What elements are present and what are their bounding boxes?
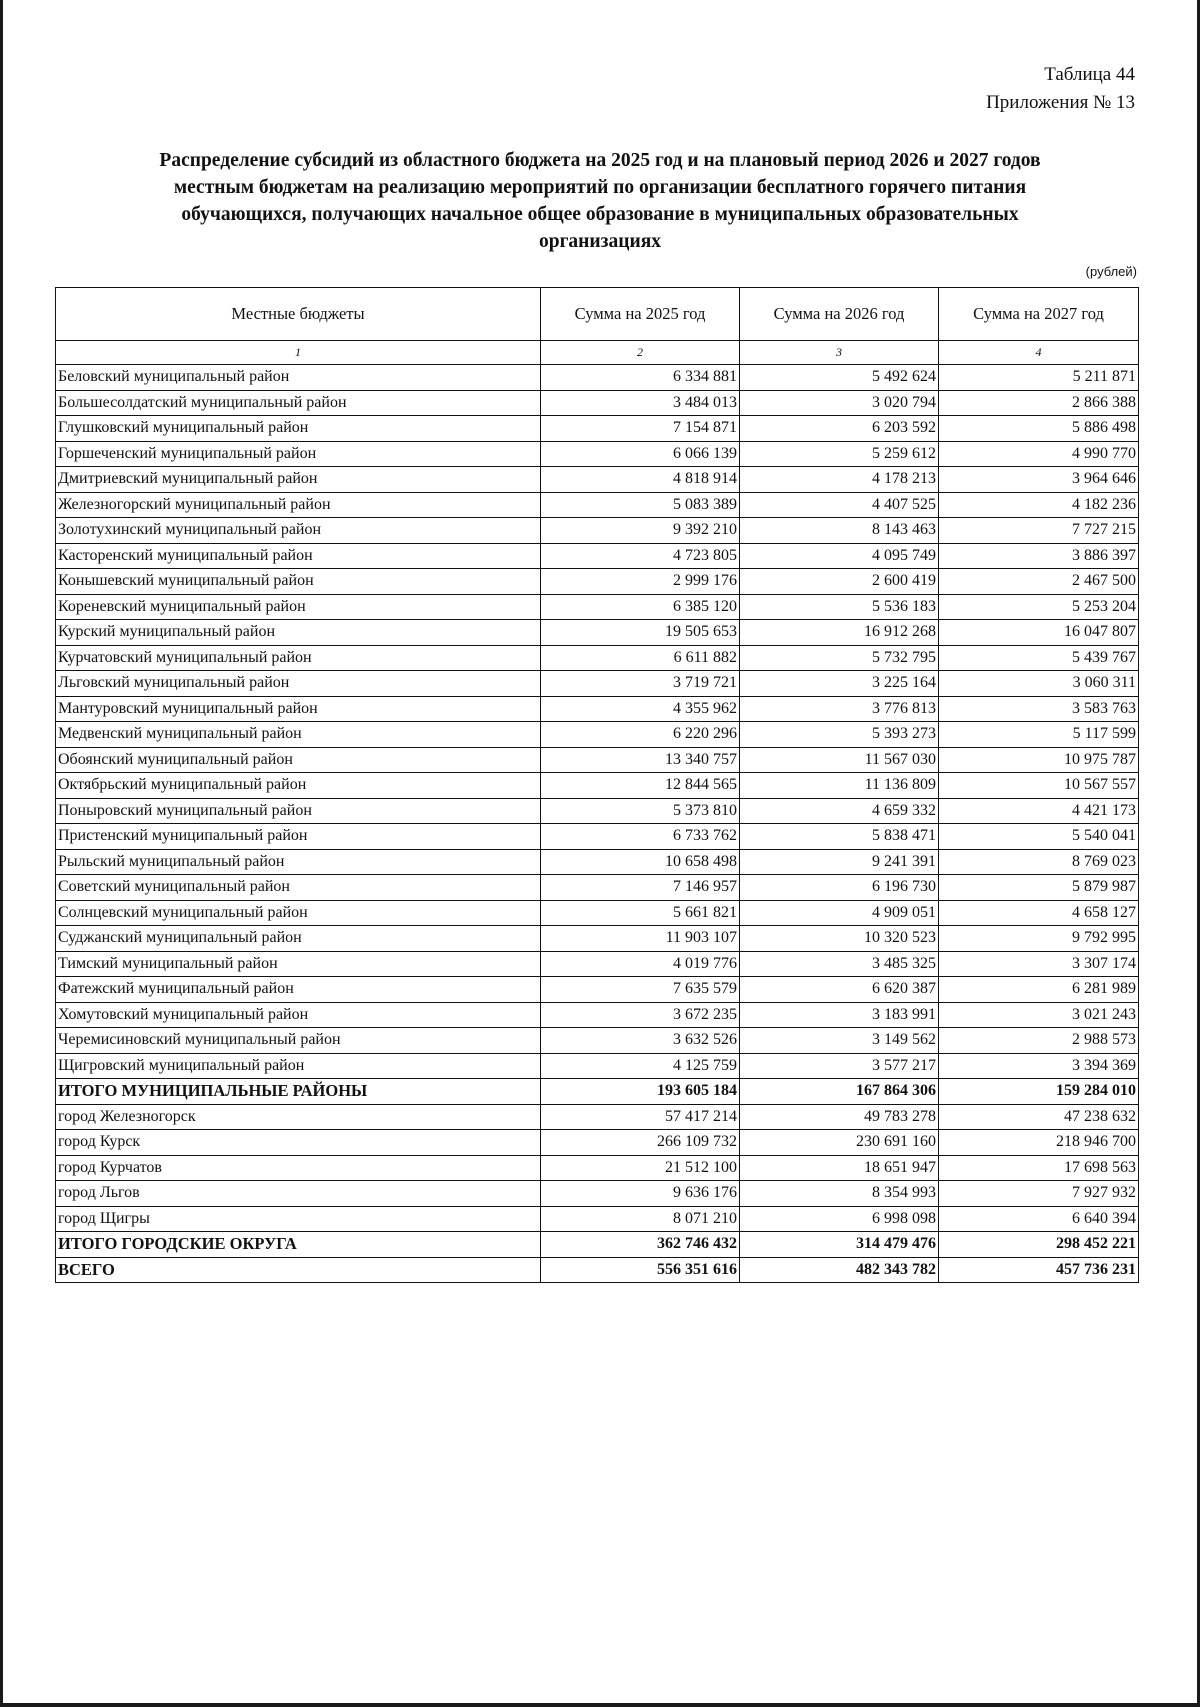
table-row xyxy=(56,747,1139,773)
amount-2027-cell: 298 452 221 xyxy=(939,1232,1139,1258)
amount-2025-cell: 2 999 176 xyxy=(541,569,740,595)
amount-2027-cell: 5 540 041 xyxy=(939,824,1139,850)
amount-2025-cell: 4 723 805 xyxy=(541,543,740,569)
amount-2027-cell: 457 736 231 xyxy=(939,1257,1139,1283)
amount-2026-cell: 3 776 813 xyxy=(740,696,939,722)
amount-2026-cell: 10 320 523 xyxy=(740,926,939,952)
budget-name-cell: Хомутовский муниципальный район xyxy=(56,1002,541,1028)
amount-2027-cell: 5 117 599 xyxy=(939,722,1139,748)
amount-2025-cell: 193 605 184 xyxy=(541,1079,740,1105)
table-row xyxy=(56,900,1139,926)
table-row xyxy=(56,1206,1139,1232)
amount-2027-cell: 6 281 989 xyxy=(939,977,1139,1003)
budget-name-cell: Октябрьский муниципальный район xyxy=(56,773,541,799)
table-row xyxy=(56,798,1139,824)
title-line: обучающихся, получающих начальное общее образование в муниципальных образовательных xyxy=(181,204,1019,225)
budget-name-cell: Тимский муниципальный район xyxy=(56,951,541,977)
column-header-budgets: Местные бюджеты xyxy=(56,288,541,341)
amount-2027-cell: 3 886 397 xyxy=(939,543,1139,569)
amount-2027-cell: 2 467 500 xyxy=(939,569,1139,595)
amount-2026-cell: 4 178 213 xyxy=(740,467,939,493)
column-header-2027: Сумма на 2027 год xyxy=(939,288,1139,341)
amount-2025-cell: 11 903 107 xyxy=(541,926,740,952)
table-body xyxy=(56,365,1139,1283)
amount-2025-cell: 10 658 498 xyxy=(541,849,740,875)
amount-2027-cell: 10 567 557 xyxy=(939,773,1139,799)
table-row xyxy=(56,926,1139,952)
amount-2025-cell: 4 355 962 xyxy=(541,696,740,722)
table-row xyxy=(56,416,1139,442)
amount-2026-cell: 4 909 051 xyxy=(740,900,939,926)
amount-2026-cell: 6 998 098 xyxy=(740,1206,939,1232)
budget-name-cell: Большесолдатский муниципальный район xyxy=(56,390,541,416)
table-row xyxy=(56,441,1139,467)
budget-name-cell: город Железногорск xyxy=(56,1104,541,1130)
budget-name-cell: Золотухинский муниципальный район xyxy=(56,518,541,544)
column-number-row xyxy=(56,341,1139,365)
amount-2025-cell: 13 340 757 xyxy=(541,747,740,773)
amount-2026-cell: 5 732 795 xyxy=(740,645,939,671)
column-header-2025: Сумма на 2025 год xyxy=(541,288,740,341)
amount-2027-cell: 4 182 236 xyxy=(939,492,1139,518)
units-label: (рублей) xyxy=(1085,264,1137,279)
budget-name-cell: Черемисиновский муниципальный район xyxy=(56,1028,541,1054)
column-header-2026: Сумма на 2026 год xyxy=(740,288,939,341)
amount-2025-cell: 4 818 914 xyxy=(541,467,740,493)
budget-name-cell: город Курск xyxy=(56,1130,541,1156)
amount-2025-cell: 57 417 214 xyxy=(541,1104,740,1130)
amount-2026-cell: 4 659 332 xyxy=(740,798,939,824)
amount-2027-cell: 17 698 563 xyxy=(939,1155,1139,1181)
table-row xyxy=(56,1053,1139,1079)
amount-2027-cell: 9 792 995 xyxy=(939,926,1139,952)
amount-2025-cell: 9 392 210 xyxy=(541,518,740,544)
amount-2025-cell: 3 484 013 xyxy=(541,390,740,416)
amount-2025-cell: 6 385 120 xyxy=(541,594,740,620)
budget-name-cell: Пристенский муниципальный район xyxy=(56,824,541,850)
amount-2026-cell: 5 838 471 xyxy=(740,824,939,850)
amount-2026-cell: 11 136 809 xyxy=(740,773,939,799)
budget-name-cell: Солнцевский муниципальный район xyxy=(56,900,541,926)
amount-2025-cell: 6 334 881 xyxy=(541,365,740,391)
amount-2026-cell: 8 143 463 xyxy=(740,518,939,544)
table-row xyxy=(56,696,1139,722)
amount-2026-cell: 3 149 562 xyxy=(740,1028,939,1054)
budget-name-cell: Беловский муниципальный район xyxy=(56,365,541,391)
table-row xyxy=(56,773,1139,799)
budget-name-cell: Медвенский муниципальный район xyxy=(56,722,541,748)
budget-name-cell: Щигровский муниципальный район xyxy=(56,1053,541,1079)
amount-2025-cell: 9 636 176 xyxy=(541,1181,740,1207)
title-line: Распределение субсидий из областного бюджета на 2025 год и на плановый период 2026 и 2027 годов xyxy=(159,150,1041,171)
budget-name-cell: город Льгов xyxy=(56,1181,541,1207)
amount-2026-cell: 6 620 387 xyxy=(740,977,939,1003)
column-number: 1 xyxy=(56,341,541,365)
table-row xyxy=(56,1002,1139,1028)
amount-2025-cell: 3 632 526 xyxy=(541,1028,740,1054)
amount-2026-cell: 3 577 217 xyxy=(740,1053,939,1079)
table-number: Таблица 44 xyxy=(1044,64,1135,85)
amount-2025-cell: 362 746 432 xyxy=(541,1232,740,1258)
amount-2027-cell: 5 211 871 xyxy=(939,365,1139,391)
table-row xyxy=(56,1155,1139,1181)
amount-2025-cell: 5 661 821 xyxy=(541,900,740,926)
amount-2025-cell: 6 066 139 xyxy=(541,441,740,467)
amount-2027-cell: 5 879 987 xyxy=(939,875,1139,901)
amount-2026-cell: 5 492 624 xyxy=(740,365,939,391)
table-row xyxy=(56,492,1139,518)
amount-2027-cell: 4 990 770 xyxy=(939,441,1139,467)
amount-2026-cell: 3 020 794 xyxy=(740,390,939,416)
amount-2026-cell: 314 479 476 xyxy=(740,1232,939,1258)
amount-2025-cell: 7 635 579 xyxy=(541,977,740,1003)
amount-2026-cell: 3 485 325 xyxy=(740,951,939,977)
table-row xyxy=(56,1104,1139,1130)
budget-name-cell: ВСЕГО xyxy=(56,1257,541,1283)
budget-name-cell: Касторенский муниципальный район xyxy=(56,543,541,569)
amount-2025-cell: 4 019 776 xyxy=(541,951,740,977)
budget-name-cell: ИТОГО ГОРОДСКИЕ ОКРУГА xyxy=(56,1232,541,1258)
amount-2026-cell: 230 691 160 xyxy=(740,1130,939,1156)
amount-2027-cell: 3 060 311 xyxy=(939,671,1139,697)
amount-2025-cell: 4 125 759 xyxy=(541,1053,740,1079)
budget-name-cell: Глушковский муниципальный район xyxy=(56,416,541,442)
amount-2026-cell: 11 567 030 xyxy=(740,747,939,773)
amount-2026-cell: 482 343 782 xyxy=(740,1257,939,1283)
amount-2025-cell: 7 146 957 xyxy=(541,875,740,901)
appendix-number: Приложения № 13 xyxy=(986,92,1135,113)
table-row xyxy=(56,645,1139,671)
amount-2025-cell: 3 719 721 xyxy=(541,671,740,697)
budget-name-cell: Суджанский муниципальный район xyxy=(56,926,541,952)
amount-2027-cell: 4 421 173 xyxy=(939,798,1139,824)
table-row xyxy=(56,671,1139,697)
table-row xyxy=(56,569,1139,595)
budget-name-cell: Дмитриевский муниципальный район xyxy=(56,467,541,493)
amount-2027-cell: 8 769 023 xyxy=(939,849,1139,875)
amount-2026-cell: 2 600 419 xyxy=(740,569,939,595)
budget-name-cell: Советский муниципальный район xyxy=(56,875,541,901)
amount-2026-cell: 49 783 278 xyxy=(740,1104,939,1130)
budget-name-cell: Поныровский муниципальный район xyxy=(56,798,541,824)
amount-2025-cell: 7 154 871 xyxy=(541,416,740,442)
amount-2026-cell: 6 203 592 xyxy=(740,416,939,442)
page-edge-bottom xyxy=(0,1703,1200,1707)
amount-2025-cell: 6 220 296 xyxy=(541,722,740,748)
amount-2027-cell: 6 640 394 xyxy=(939,1206,1139,1232)
amount-2025-cell: 266 109 732 xyxy=(541,1130,740,1156)
column-number: 4 xyxy=(939,341,1139,365)
amount-2027-cell: 10 975 787 xyxy=(939,747,1139,773)
amount-2025-cell: 6 733 762 xyxy=(541,824,740,850)
amount-2026-cell: 5 393 273 xyxy=(740,722,939,748)
amount-2027-cell: 218 946 700 xyxy=(939,1130,1139,1156)
budget-name-cell: Рыльский муниципальный район xyxy=(56,849,541,875)
table-row xyxy=(56,543,1139,569)
amount-2027-cell: 5 886 498 xyxy=(939,416,1139,442)
amount-2026-cell: 8 354 993 xyxy=(740,1181,939,1207)
table-row xyxy=(56,620,1139,646)
budget-name-cell: Фатежский муниципальный район xyxy=(56,977,541,1003)
page-edge-left xyxy=(0,0,3,1707)
amount-2027-cell: 3 964 646 xyxy=(939,467,1139,493)
amount-2026-cell: 5 259 612 xyxy=(740,441,939,467)
amount-2026-cell: 4 095 749 xyxy=(740,543,939,569)
table-row xyxy=(56,1028,1139,1054)
amount-2025-cell: 5 373 810 xyxy=(541,798,740,824)
budget-name-cell: Курский муниципальный район xyxy=(56,620,541,646)
amount-2027-cell: 4 658 127 xyxy=(939,900,1139,926)
budget-name-cell: Железногорский муниципальный район xyxy=(56,492,541,518)
amount-2026-cell: 16 912 268 xyxy=(740,620,939,646)
table-row xyxy=(56,594,1139,620)
amount-2027-cell: 5 253 204 xyxy=(939,594,1139,620)
table-row xyxy=(56,390,1139,416)
table-row xyxy=(56,977,1139,1003)
amount-2027-cell: 5 439 767 xyxy=(939,645,1139,671)
table-row xyxy=(56,875,1139,901)
table-row xyxy=(56,849,1139,875)
amount-2025-cell: 21 512 100 xyxy=(541,1155,740,1181)
table-row xyxy=(56,467,1139,493)
budget-name-cell: Конышевский муниципальный район xyxy=(56,569,541,595)
document-title xyxy=(80,147,1120,255)
table-row xyxy=(56,365,1139,391)
table-row xyxy=(56,518,1139,544)
amount-2027-cell: 47 238 632 xyxy=(939,1104,1139,1130)
amount-2027-cell: 3 394 369 xyxy=(939,1053,1139,1079)
budget-name-cell: Кореневский муниципальный район xyxy=(56,594,541,620)
amount-2027-cell: 3 021 243 xyxy=(939,1002,1139,1028)
table-total-row xyxy=(56,1232,1139,1258)
amount-2026-cell: 6 196 730 xyxy=(740,875,939,901)
amount-2025-cell: 6 611 882 xyxy=(541,645,740,671)
title-line: организациях xyxy=(538,231,662,252)
amount-2026-cell: 167 864 306 xyxy=(740,1079,939,1105)
budget-name-cell: ИТОГО МУНИЦИПАЛЬНЫЕ РАЙОНЫ xyxy=(56,1079,541,1105)
table-row xyxy=(56,1181,1139,1207)
amount-2025-cell: 556 351 616 xyxy=(541,1257,740,1283)
amount-2025-cell: 5 083 389 xyxy=(541,492,740,518)
table-header-row xyxy=(56,288,1139,341)
column-number: 3 xyxy=(740,341,939,365)
amount-2027-cell: 3 583 763 xyxy=(939,696,1139,722)
budget-name-cell: Горшеченский муниципальный район xyxy=(56,441,541,467)
subsidy-table xyxy=(55,287,1139,1283)
table-row xyxy=(56,951,1139,977)
amount-2025-cell: 19 505 653 xyxy=(541,620,740,646)
amount-2027-cell: 2 988 573 xyxy=(939,1028,1139,1054)
amount-2025-cell: 12 844 565 xyxy=(541,773,740,799)
title-line: местным бюджетам на реализацию мероприятий по организации бесплатного горячего питания xyxy=(173,177,1027,198)
table-row xyxy=(56,824,1139,850)
amount-2027-cell: 7 727 215 xyxy=(939,518,1139,544)
table-row xyxy=(56,722,1139,748)
amount-2026-cell: 18 651 947 xyxy=(740,1155,939,1181)
amount-2027-cell: 7 927 932 xyxy=(939,1181,1139,1207)
amount-2026-cell: 3 183 991 xyxy=(740,1002,939,1028)
budget-name-cell: Мантуровский муниципальный район xyxy=(56,696,541,722)
amount-2027-cell: 159 284 010 xyxy=(939,1079,1139,1105)
amount-2027-cell: 3 307 174 xyxy=(939,951,1139,977)
budget-name-cell: город Курчатов xyxy=(56,1155,541,1181)
amount-2027-cell: 2 866 388 xyxy=(939,390,1139,416)
amount-2025-cell: 8 071 210 xyxy=(541,1206,740,1232)
table-row xyxy=(56,1130,1139,1156)
amount-2026-cell: 3 225 164 xyxy=(740,671,939,697)
amount-2027-cell: 16 047 807 xyxy=(939,620,1139,646)
table-total-row xyxy=(56,1079,1139,1105)
amount-2026-cell: 9 241 391 xyxy=(740,849,939,875)
budget-name-cell: Обоянский муниципальный район xyxy=(56,747,541,773)
budget-name-cell: Курчатовский муниципальный район xyxy=(56,645,541,671)
amount-2025-cell: 3 672 235 xyxy=(541,1002,740,1028)
budget-name-cell: Льговский муниципальный район xyxy=(56,671,541,697)
column-number: 2 xyxy=(541,341,740,365)
amount-2026-cell: 4 407 525 xyxy=(740,492,939,518)
amount-2026-cell: 5 536 183 xyxy=(740,594,939,620)
budget-name-cell: город Щигры xyxy=(56,1206,541,1232)
table-total-row xyxy=(56,1257,1139,1283)
